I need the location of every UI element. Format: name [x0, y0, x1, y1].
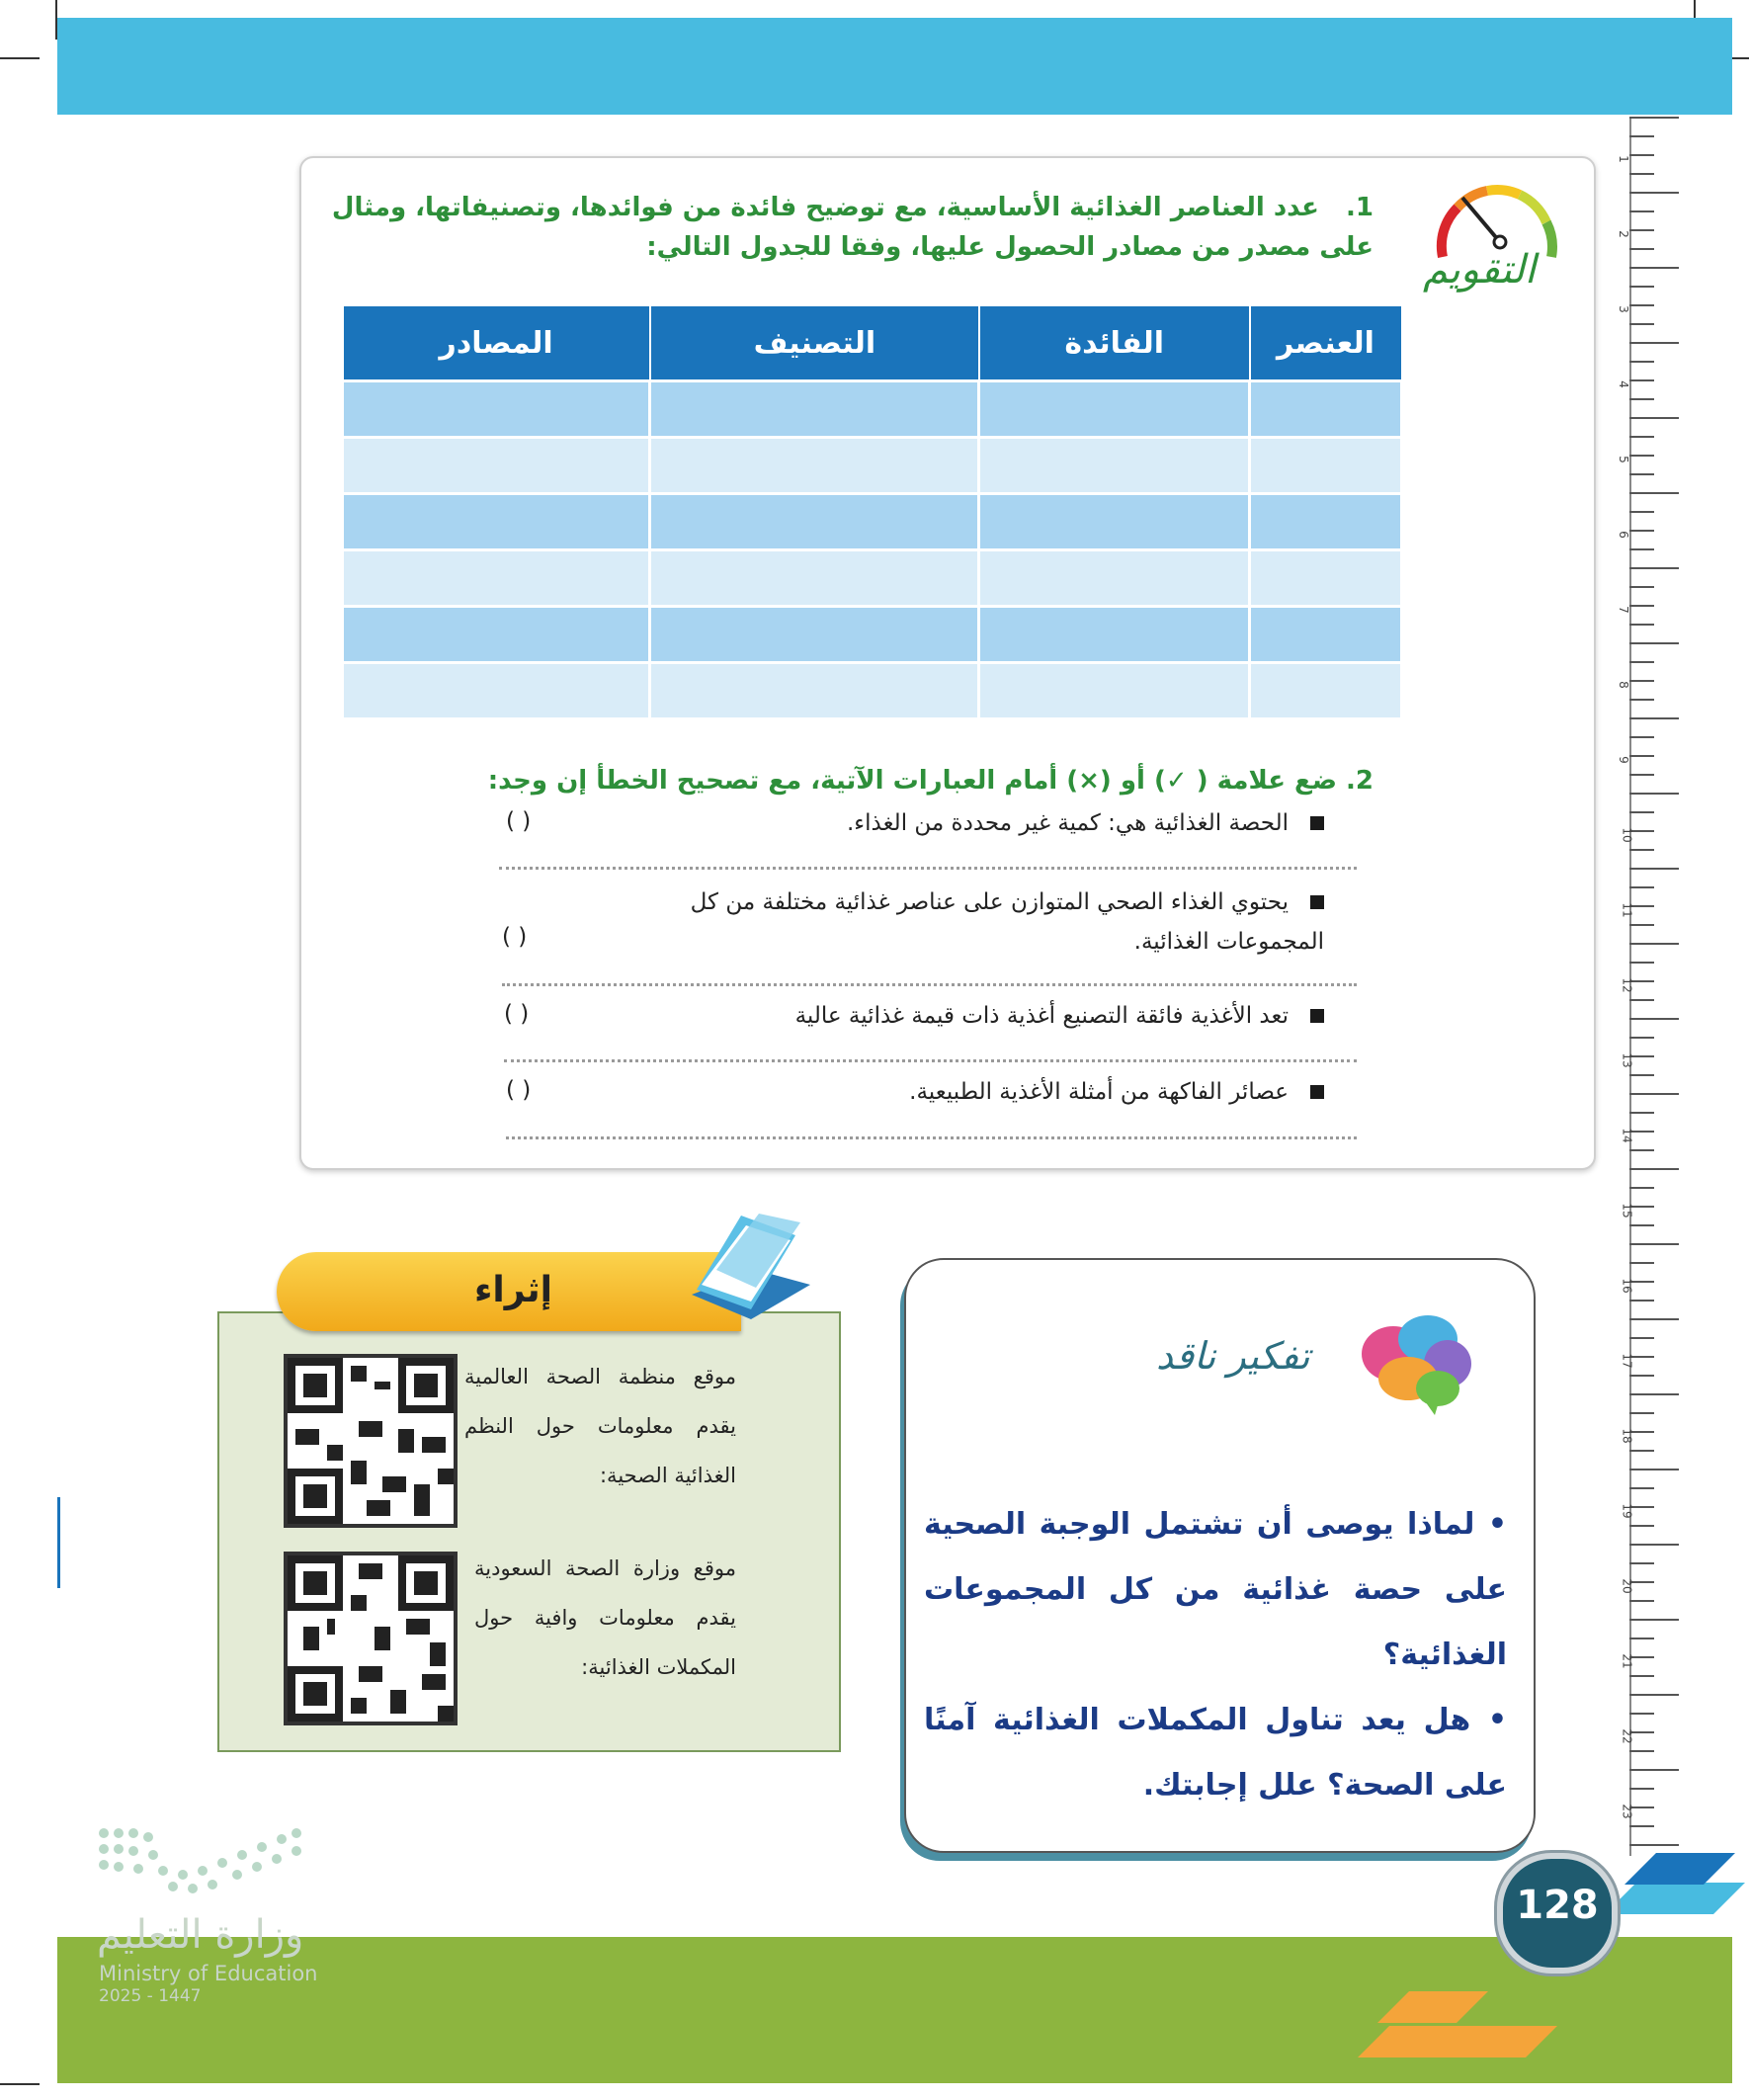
ruler-tick — [1629, 736, 1654, 738]
statement-3 — [652, 996, 1324, 1036]
ruler-tick — [1629, 342, 1679, 344]
table-cell[interactable] — [979, 550, 1250, 607]
table-cell[interactable] — [1250, 494, 1402, 550]
ruler-tick — [1629, 642, 1679, 644]
table-row — [343, 494, 1402, 550]
ruler-tick — [1629, 1037, 1654, 1039]
statement-3-text: تعد الأغذية فائقة التصنيع أغذية ذات قيمة غذائية عالية — [794, 1003, 1289, 1029]
answer-box-4[interactable]: ( ) — [506, 1077, 532, 1103]
ruler-tick — [1629, 1713, 1654, 1715]
statement-4-text: عصائر الفاكهة من أمثلة الأغذية الطبيعية. — [909, 1079, 1289, 1105]
ruler-tick — [1629, 135, 1654, 137]
ruler-tick — [1629, 1337, 1654, 1339]
qr-code-icon — [288, 1358, 454, 1524]
qr-code-icon — [288, 1555, 454, 1722]
ruler-tick — [1629, 1694, 1679, 1696]
ruler-tick — [1629, 323, 1654, 325]
ruler-number: 18 — [1620, 1428, 1634, 1444]
ruler-tick — [1629, 1525, 1654, 1527]
ruler-tick — [1629, 455, 1654, 457]
ruler-number: 3 — [1616, 305, 1630, 313]
table-cell[interactable] — [343, 438, 650, 494]
evaluation-badge-label: التقويم — [1423, 247, 1537, 293]
ruler-tick — [1629, 436, 1654, 438]
ministry-name-en: Ministry of Education — [99, 1962, 318, 1985]
ruler-number: 13 — [1620, 1052, 1634, 1068]
ruler-tick — [1629, 999, 1654, 1001]
ruler-tick — [1629, 1093, 1679, 1095]
ministry-name-ar: وزارة التعليم — [97, 1912, 304, 1958]
critical-thinking-q1: • لماذا يوصى أن تشتمل الوجبة الصحية على حصة غذائية من كل المجموعات الغذائية؟ — [924, 1507, 1507, 1672]
table-cell[interactable] — [979, 438, 1250, 494]
ruler-tick — [1629, 1562, 1654, 1564]
ruler-tick — [1629, 699, 1654, 701]
ruler-tick — [1629, 229, 1654, 231]
statement-4 — [652, 1072, 1324, 1112]
crop-mark — [0, 57, 40, 59]
ruler-number: 4 — [1616, 380, 1630, 388]
ruler-tick — [1629, 1619, 1679, 1621]
answer-box-3[interactable]: ( ) — [504, 1001, 530, 1027]
ruler-number: 10 — [1620, 827, 1634, 843]
ruler-number: 2 — [1616, 230, 1630, 238]
ruler-tick — [1629, 811, 1654, 813]
question-2 — [395, 766, 1374, 796]
ruler-tick — [1629, 511, 1654, 513]
ruler-number: 9 — [1616, 756, 1630, 764]
answer-line-3[interactable] — [504, 1059, 1357, 1062]
ruler-tick — [1629, 1393, 1679, 1395]
brain-icon — [1354, 1304, 1477, 1418]
side-ruler — [1616, 117, 1695, 1856]
ruler-tick — [1629, 1018, 1679, 1020]
ruler-tick — [1629, 1074, 1654, 1076]
statement-2-text: يحتوي الغذاء الصحي المتوازن على عناصر غذائية مختلفة من كل المجموعات الغذائية. — [690, 889, 1324, 955]
table-cell[interactable] — [343, 381, 650, 438]
ruler-tick — [1629, 924, 1654, 926]
crop-mark — [57, 1497, 60, 1588]
ruler-number: 11 — [1620, 902, 1634, 918]
ruler-number: 14 — [1620, 1128, 1634, 1143]
answer-box-2[interactable]: ( ) — [502, 924, 528, 950]
ruler-tick — [1629, 1243, 1679, 1245]
question-2-text: ضع علامة ( ✓) أو (×) أمام العبارات الآتية، مع تصحيح الخطأ إن وجد: — [487, 766, 1337, 796]
table-header-row — [343, 305, 1402, 381]
bullet-square-icon — [1310, 895, 1324, 909]
ruler-tick — [1629, 548, 1654, 550]
table-header-sources: المصادر — [343, 305, 650, 381]
table-row — [343, 438, 1402, 494]
critical-thinking-questions — [924, 1492, 1507, 1818]
ruler-tick — [1629, 417, 1679, 419]
ruler-tick — [1629, 1149, 1654, 1151]
enrichment-title: إثراء — [474, 1270, 552, 1310]
ruler-tick — [1629, 1750, 1654, 1752]
ruler-tick — [1629, 1375, 1654, 1377]
table-cell[interactable] — [1250, 607, 1402, 663]
bullet-square-icon — [1310, 816, 1324, 830]
ruler-tick — [1629, 154, 1654, 156]
statement-1-text: الحصة الغذائية هي: كمية غير محددة من الغذاء. — [847, 810, 1289, 836]
table-cell[interactable] — [650, 607, 979, 663]
ruler-tick — [1629, 192, 1679, 194]
table-cell[interactable] — [650, 494, 979, 550]
ruler-tick — [1629, 1487, 1654, 1489]
table-header-element: العنصر — [1250, 305, 1402, 381]
ruler-number: 5 — [1616, 456, 1630, 463]
ruler-tick — [1629, 793, 1679, 795]
ruler-tick — [1629, 1638, 1654, 1639]
bullet-square-icon — [1310, 1009, 1324, 1023]
decorative-stripe — [1605, 1883, 1745, 1914]
ruler-tick — [1629, 849, 1654, 851]
ruler-tick — [1629, 717, 1679, 719]
ruler-number: 12 — [1620, 977, 1634, 993]
top-color-band — [57, 18, 1732, 115]
ruler-tick — [1629, 473, 1654, 475]
ruler-tick — [1629, 210, 1654, 212]
open-book-icon — [682, 1211, 820, 1344]
table-cell[interactable] — [979, 381, 1250, 438]
ruler-tick — [1629, 1318, 1679, 1320]
answer-line-4[interactable] — [506, 1136, 1357, 1139]
ruler-tick — [1629, 173, 1654, 175]
bullet-square-icon — [1310, 1085, 1324, 1099]
table-row — [343, 381, 1402, 438]
ruler-tick — [1629, 1600, 1654, 1602]
statement-2 — [652, 882, 1324, 962]
edition-year: 2025 - 1447 — [99, 1986, 202, 2006]
ruler-tick — [1629, 755, 1654, 757]
ruler-tick — [1629, 943, 1679, 945]
table-cell[interactable] — [343, 550, 650, 607]
ministry-logo-icon — [94, 1823, 311, 1917]
ruler-tick — [1629, 117, 1679, 119]
ruler-tick — [1629, 304, 1654, 306]
ruler-tick — [1629, 530, 1654, 532]
table-cell[interactable] — [650, 663, 979, 719]
question-2-number: 2. — [1346, 766, 1374, 796]
answer-line-1[interactable] — [499, 867, 1357, 870]
ruler-tick — [1629, 868, 1679, 870]
enrichment-item-2: موقع وزارة الصحة السعودية يقدم معلومات وافية حول المكملات الغذائية: — [474, 1556, 736, 1679]
ruler-tick — [1629, 1769, 1679, 1771]
ruler-number: 22 — [1620, 1728, 1634, 1744]
ruler-tick — [1629, 567, 1679, 569]
table-header-classification: التصنيف — [650, 305, 979, 381]
ruler-tick — [1629, 1469, 1679, 1470]
table-cell[interactable] — [650, 438, 979, 494]
ruler-tick — [1629, 1544, 1679, 1546]
table-row — [343, 663, 1402, 719]
ruler-tick — [1629, 1675, 1654, 1677]
ruler-tick — [1629, 398, 1654, 400]
ruler-tick — [1629, 1187, 1654, 1189]
ruler-number: 17 — [1620, 1353, 1634, 1369]
question-1-text: عدد العناصر الغذائية الأساسية، مع توضيح فائدة من فوائدها، وتصنيفاتها، ومثال على مصدر من مصادر الحصول عليها، وفقا للجدول التالي: — [331, 193, 1374, 262]
ruler-number: 15 — [1620, 1203, 1634, 1218]
ruler-tick — [1629, 286, 1654, 288]
ruler-tick — [1629, 886, 1654, 888]
critical-thinking-q2: • هل يعد تناول المكملات الغذائية آمنًا على الصحة؟ علل إجابتك. — [924, 1703, 1507, 1803]
table-row — [343, 550, 1402, 607]
decorative-stripe — [1358, 2026, 1557, 2058]
enrichment-item-1: موقع منظمة الصحة العالمية يقدم معلومات حول النظم الغذائية الصحية: — [464, 1365, 736, 1487]
ruler-tick — [1629, 774, 1654, 776]
page-number: 128 — [1516, 1883, 1599, 1928]
question-1-number: 1. — [1346, 193, 1374, 222]
table-cell[interactable] — [343, 663, 650, 719]
table-cell[interactable] — [343, 494, 650, 550]
ruler-number: 7 — [1616, 606, 1630, 614]
ruler-tick — [1629, 1844, 1679, 1846]
ruler-number: 23 — [1620, 1804, 1634, 1819]
critical-thinking-title: تفكير ناقد — [1156, 1334, 1310, 1378]
ruler-tick — [1629, 361, 1654, 363]
ruler-tick — [1629, 1825, 1654, 1827]
ruler-tick — [1629, 1262, 1654, 1264]
crop-mark — [0, 2083, 40, 2085]
ruler-number: 20 — [1620, 1578, 1634, 1594]
answer-box-1[interactable]: ( ) — [506, 808, 532, 834]
ruler-tick — [1629, 1224, 1654, 1226]
ruler-tick — [1629, 661, 1654, 663]
table-row — [343, 607, 1402, 663]
ruler-number: 19 — [1620, 1503, 1634, 1519]
table-cell[interactable] — [1250, 663, 1402, 719]
ruler-tick — [1629, 379, 1654, 381]
ruler-tick — [1629, 605, 1654, 607]
statement-1 — [632, 803, 1324, 843]
ruler-tick — [1629, 680, 1654, 682]
ruler-tick — [1629, 1300, 1654, 1302]
ruler-tick — [1629, 624, 1654, 626]
ruler-number: 1 — [1616, 155, 1630, 163]
ruler-tick — [1629, 962, 1654, 964]
nutrients-table — [341, 304, 1403, 720]
qr-code-moh[interactable] — [284, 1552, 458, 1725]
footer-band — [57, 1937, 1732, 2083]
ruler-tick — [1629, 1412, 1654, 1414]
table-cell[interactable] — [650, 550, 979, 607]
ruler-number: 21 — [1620, 1653, 1634, 1669]
qr-code-who[interactable] — [284, 1354, 458, 1528]
ruler-number: 8 — [1616, 681, 1630, 689]
ruler-tick — [1629, 1450, 1654, 1452]
ruler-tick — [1629, 248, 1654, 250]
ruler-tick — [1629, 1168, 1679, 1170]
question-1 — [326, 188, 1374, 267]
ruler-tick — [1629, 492, 1679, 494]
table-cell[interactable] — [1250, 550, 1402, 607]
ruler-tick — [1629, 586, 1654, 588]
ruler-number: 6 — [1616, 531, 1630, 539]
ruler-tick — [1629, 267, 1679, 269]
table-cell[interactable] — [979, 494, 1250, 550]
ruler-number: 16 — [1620, 1278, 1634, 1294]
table-cell[interactable] — [979, 663, 1250, 719]
table-header-benefit: الفائدة — [979, 305, 1250, 381]
decorative-stripe — [1624, 1853, 1735, 1885]
ruler-tick — [1629, 1788, 1654, 1790]
table-cell[interactable] — [343, 607, 650, 663]
ruler-tick — [1629, 1112, 1654, 1114]
answer-line-2[interactable] — [502, 983, 1357, 986]
table-cell[interactable] — [1250, 438, 1402, 494]
table-cell[interactable] — [650, 381, 979, 438]
table-cell[interactable] — [1250, 381, 1402, 438]
table-cell[interactable] — [979, 607, 1250, 663]
